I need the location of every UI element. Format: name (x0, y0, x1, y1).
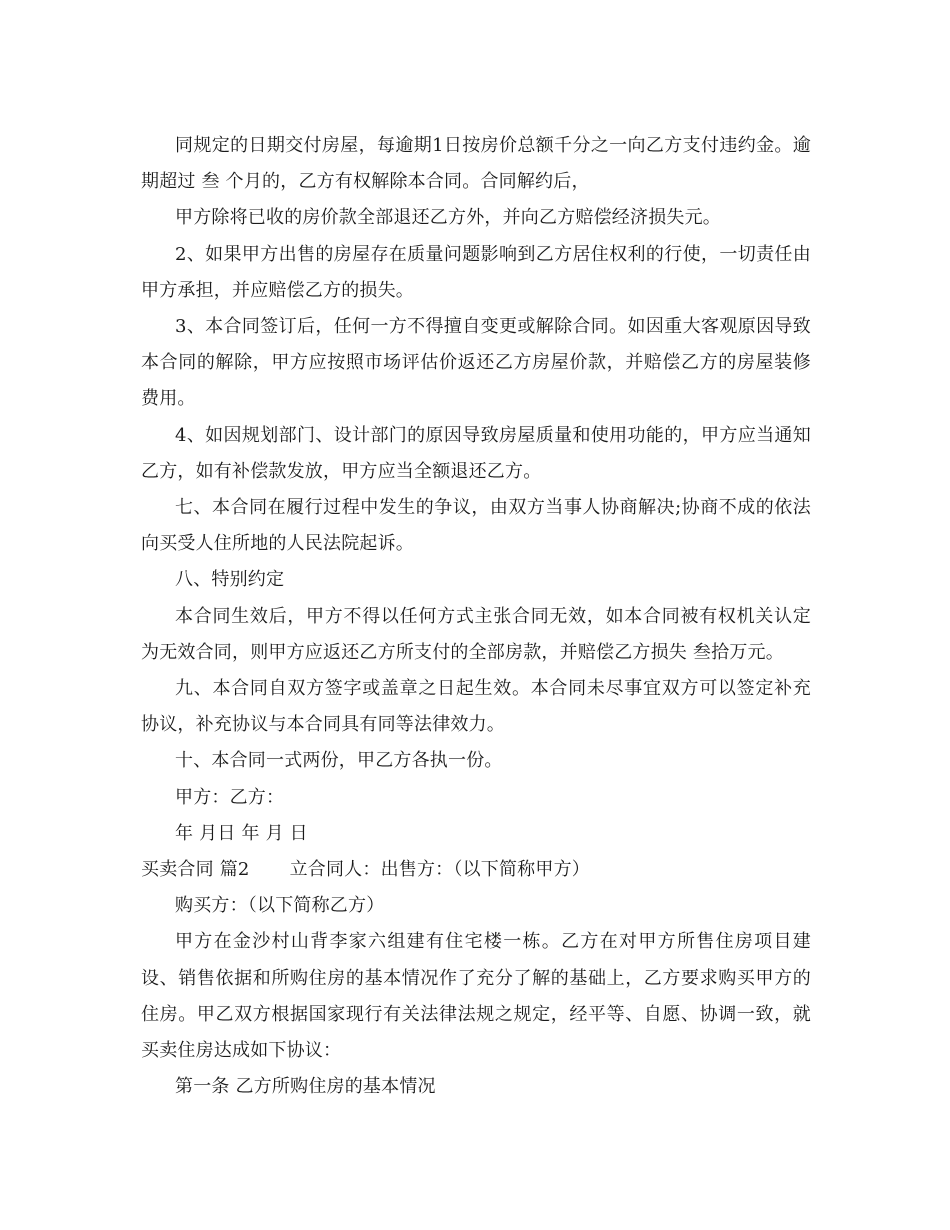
paragraph: 八、特别约定 (175, 569, 285, 591)
paragraph: 九、本合同自双方签字或盖章之日起生效。本合同未尽事宜双方可以签定补充协议，补充协议与本合同具有同等法律效力。 (141, 678, 811, 736)
section-heading-line (141, 852, 811, 888)
paragraph: 第一条 乙方所购住房的基本情况 (175, 1076, 436, 1098)
paragraph: 甲方：乙方： (175, 786, 285, 808)
paragraph: 七、本合同在履行过程中发生的争议，由双方当事人协商解决;协商不成的依法向买受人住所地的人民法院起诉。 (141, 497, 811, 555)
paragraph: 4、如因规划部门、设计部门的原因导致房屋质量和使用功能的，甲方应当通知乙方，如有补偿款发放，甲方应当全额退还乙方。 (141, 424, 811, 482)
paragraph: 本合同生效后，甲方不得以任何方式主张合同无效，如本合同被有权机关认定为无效合同，则甲方应返还乙方所支付的全部房款，并赔偿乙方损失 叁拾万元。 (141, 605, 811, 663)
paragraph: 同规定的日期交付房屋，每逾期1日按房价总额千分之一向乙方支付违约金。逾期超过 叁 个月的，乙方有权解除本合同。合同解约后， (141, 135, 811, 193)
section-title: 买卖合同 篇2 (141, 859, 250, 881)
paragraph: 购买方：（以下简称乙方） (175, 895, 385, 917)
paragraph: 3、本合同签订后，任何一方不得擅自变更或解除合同。如因重大客观原因导致本合同的解除，甲方应按照市场评估价返还乙方房屋价款，并赔偿乙方的房屋装修费用。 (141, 316, 811, 410)
paragraph: 甲方在金沙村山背李家六组建有住宅楼一栋。乙方在对甲方所售住房项目建设、销售依据和所购住房的基本情况作了充分了解的基础上，乙方要求购买甲方的住房。甲乙双方根据国家现行有关法律法规之规定，经平等、自愿、协调一致，就买卖住房达成如下协议： (141, 931, 811, 1062)
document-body (141, 128, 811, 1105)
paragraph: 甲方除将已收的房价款全部退还乙方外，并向乙方赔偿经济损失元。 (175, 207, 721, 229)
section-heading-text: 立合同人：出售方：（以下简称甲方） (289, 859, 590, 881)
paragraph: 年 月日 年 月 日 (175, 822, 308, 844)
paragraph: 十、本合同一式两份，甲乙方各执一份。 (175, 750, 503, 772)
paragraph: 2、如果甲方出售的房屋存在质量问题影响到乙方居住权利的行使，一切责任由甲方承担，并应赔偿乙方的损失。 (141, 243, 811, 301)
